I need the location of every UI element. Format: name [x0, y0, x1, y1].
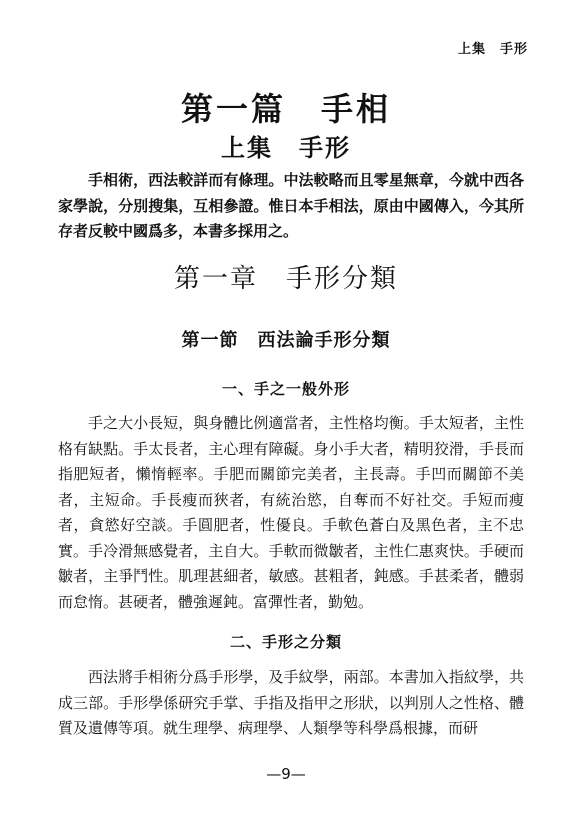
intro-paragraph: 手相術，西法較詳而有條理。中法較略而且零星無章，今就中西各家學說，分別搜集，互相參證。惟日本手相法，原由中國傳入，今其所存者反較中國爲多，本書多採用之。 — [58, 171, 524, 240]
subsection-body-2: 西法將手相術分爲手形學，及手紋學，兩部。本書加入指紋學，共成三部。手形學係研究手掌、手指及指甲之形狀，以判別人之性格、體質及遺傳等項。就生理學、病理學、人類學等科學爲根據，而研 — [58, 668, 524, 737]
section-title: 第一節 西法論手形分類 — [181, 330, 391, 351]
part-title: 第一篇 手相 — [180, 90, 391, 128]
subsection-title-2: 二、手形之分類 — [229, 633, 342, 651]
page-number: —9— — [266, 765, 306, 783]
chapter-title: 第一章 手形分類 — [173, 264, 398, 294]
volume-title: 上集 手形 — [221, 134, 351, 162]
running-header: 上集 手形 — [457, 42, 528, 57]
subsection-body-1: 手之大小長短，與身體比例適當者，主性格均衡。手太短者，主性格有缺點。手太長者，主心理有障礙。身小手大者，精明狡滑，手長而指肥短者，懶惰輕率。手肥而關節完美者，主長壽。手凹而關節不美者，主短命。手長瘦而狹者，有統治慾，自奪而不好社交。手短而痩者，貪慾好空談。手圓肥者，性優良。手軟色蒼白及黑色者，主不忠實。手冷滑無感覺者，主自大。手軟而微皺者，主性仁惠爽快。手硬而皺者，主爭鬥性。肌理甚細者，敏感。甚粗者，鈍感。手甚柔者，體弱而怠惰。甚硬者，體強遲鈍。富彈性者，勤勉。 — [58, 414, 524, 611]
subsection-title-1: 一、手之一般外形 — [221, 380, 350, 398]
